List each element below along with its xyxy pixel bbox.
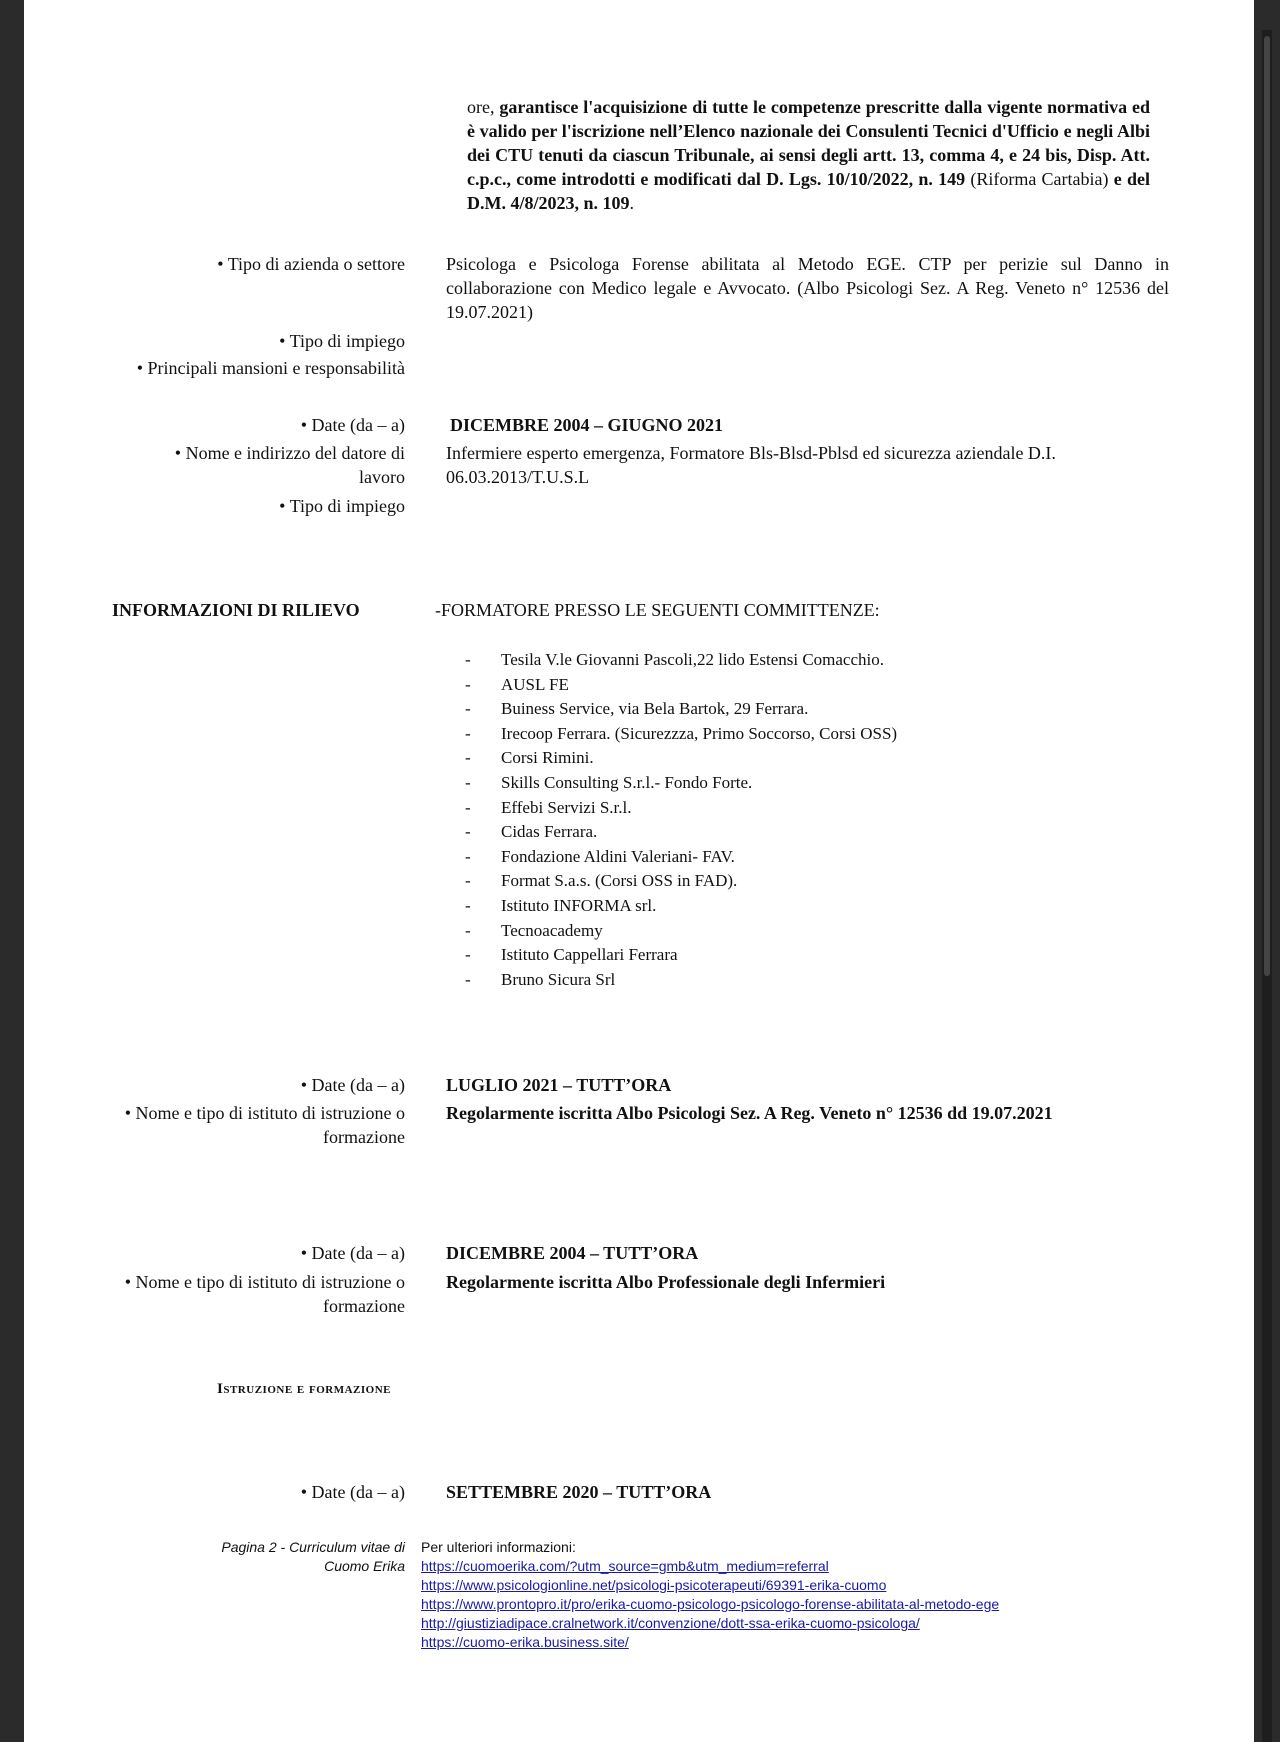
label-date-job2: • Date (da – a) — [300, 415, 405, 435]
label-job-type: • Tipo di impiego — [279, 331, 405, 351]
label-date-education: • Date (da – a) — [300, 1482, 405, 1502]
link-psicologionline[interactable]: https://www.psicologionline.net/psicologi-psicoterapeuti/69391-erika-cuomo — [421, 1577, 887, 1593]
list-item: - AUSL FE — [465, 673, 897, 698]
label-employer: • Nome e indirizzo del datore di lavoro — [174, 443, 405, 487]
list-item: - Cidas Ferrara. — [465, 820, 897, 845]
job2-date: DICEMBRE 2004 – GIUGNO 2021 — [450, 415, 724, 435]
list-item: - Buiness Service, via Bela Bartok, 29 Ferrara. — [465, 697, 897, 722]
list-item: - Bruno Sicura Srl — [465, 968, 897, 993]
intro-part-4: e del D.M. 4/8/2023, n. 109 — [467, 169, 1150, 213]
link-cuomoerika[interactable]: https://cuomoerika.com/?utm_source=gmb&utm_medium=referral — [421, 1558, 829, 1574]
committenze-list — [465, 648, 897, 992]
list-item: - Irecoop Ferrara. (Sicurezzza, Primo Soccorso, Corsi OSS) — [465, 722, 897, 747]
list-item: - Skills Consulting S.r.l.- Fondo Forte. — [465, 771, 897, 796]
list-item: - Format S.a.s. (Corsi OSS in FAD). — [465, 869, 897, 894]
reg1-date: LUGLIO 2021 – TUTT’ORA — [446, 1075, 672, 1095]
education-date: SETTEMBRE 2020 – TUTT’ORA — [446, 1482, 712, 1502]
rilievo-intro: -FORMATORE PRESSO LE SEGUENTI COMMITTENZE: — [435, 600, 880, 620]
footer-info — [421, 1538, 999, 1652]
label-job-type-2: • Tipo di impiego — [279, 496, 405, 516]
list-item: - Effebi Servizi S.r.l. — [465, 796, 897, 821]
list-item: - Corsi Rimini. — [465, 746, 897, 771]
link-business-site[interactable]: https://cuomo-erika.business.site/ — [421, 1634, 629, 1650]
job2-employer: Infermiere esperto emergenza, Formatore Bls-Blsd-Pblsd ed sicurezza aziendale D.I. 06.03.2013/T.U.S.L — [446, 443, 1056, 487]
intro-part-2: garantisce l'acquisizione di tutte le competenze prescritte dalla vigente normativa ed è valido per l'iscrizione nell’Elenco nazionale dei Consulenti Tecnici d'Ufficio e negli Albi dei CTU tenuti da ciascun Tribunale, ai sensi degli artt. 13, comma 4, e 24 bis, Disp. Att. c.p.c., come introdotti e modificati dal D. Lgs. 10/10/2022, n. 149 — [467, 97, 1150, 189]
sector-text: Psicologa e Psicologa Forense abilitata al Metodo EGE. CTP per perizie sul Danno in collaborazione con Medico legale e Avvocato. (Albo Psicologi Sez. A Reg. Veneto n° 12536 del 19.07.2021) — [446, 254, 1169, 322]
link-prontopro[interactable]: https://www.prontopro.it/pro/erika-cuomo-psicologo-psicologo-forense-abilitata-al-metodo-ege — [421, 1596, 1000, 1612]
label-duties: • Principali mansioni e responsabilità — [136, 358, 405, 378]
footer-page-label: Pagina 2 - Curriculum vitae di Cuomo Erika — [221, 1539, 405, 1574]
intro-part-3: (Riforma Cartabia) — [970, 169, 1114, 189]
reg2-institute: Regolarmente iscritta Albo Professionale degli Infermieri — [446, 1272, 886, 1292]
label-date-reg1: • Date (da – a) — [300, 1075, 405, 1095]
list-item: - Tecnoacademy — [465, 919, 897, 944]
education-heading: Istruzione e formazione — [217, 1381, 391, 1397]
list-item: - Istituto INFORMA srl. — [465, 894, 897, 919]
intro-part-1: ore, — [467, 97, 500, 117]
label-institute-reg2: • Nome e tipo di istituto di istruzione o formazione — [124, 1272, 405, 1316]
reg2-date: DICEMBRE 2004 – TUTT’ORA — [446, 1243, 699, 1263]
scrollbar-thumb[interactable] — [1264, 36, 1270, 976]
list-item: - Istituto Cappellari Ferrara — [465, 943, 897, 968]
more-info-label: Per ulteriori informazioni: — [421, 1539, 576, 1555]
list-item: - Fondazione Aldini Valeriani- FAV. — [465, 845, 897, 870]
label-date-reg2: • Date (da – a) — [300, 1243, 405, 1263]
intro-part-5: . — [629, 193, 635, 213]
label-institute-reg1: • Nome e tipo di istituto di istruzione o formazione — [124, 1103, 405, 1147]
reg1-institute: Regolarmente iscritta Albo Psicologi Sez. A Reg. Veneto n° 12536 dd 19.07.2021 — [446, 1103, 1053, 1123]
link-giustiziadipace[interactable]: http://giustiziadipace.cralnetwork.it/convenzione/dott-ssa-erika-cuomo-psicologa/ — [421, 1615, 920, 1631]
list-item: - Tesila V.le Giovanni Pascoli,22 lido Estensi Comacchio. — [465, 648, 897, 673]
intro-paragraph — [467, 95, 1150, 215]
label-sector: • Tipo di azienda o settore — [217, 254, 405, 274]
rilievo-heading: INFORMAZIONI DI RILIEVO — [112, 600, 360, 620]
